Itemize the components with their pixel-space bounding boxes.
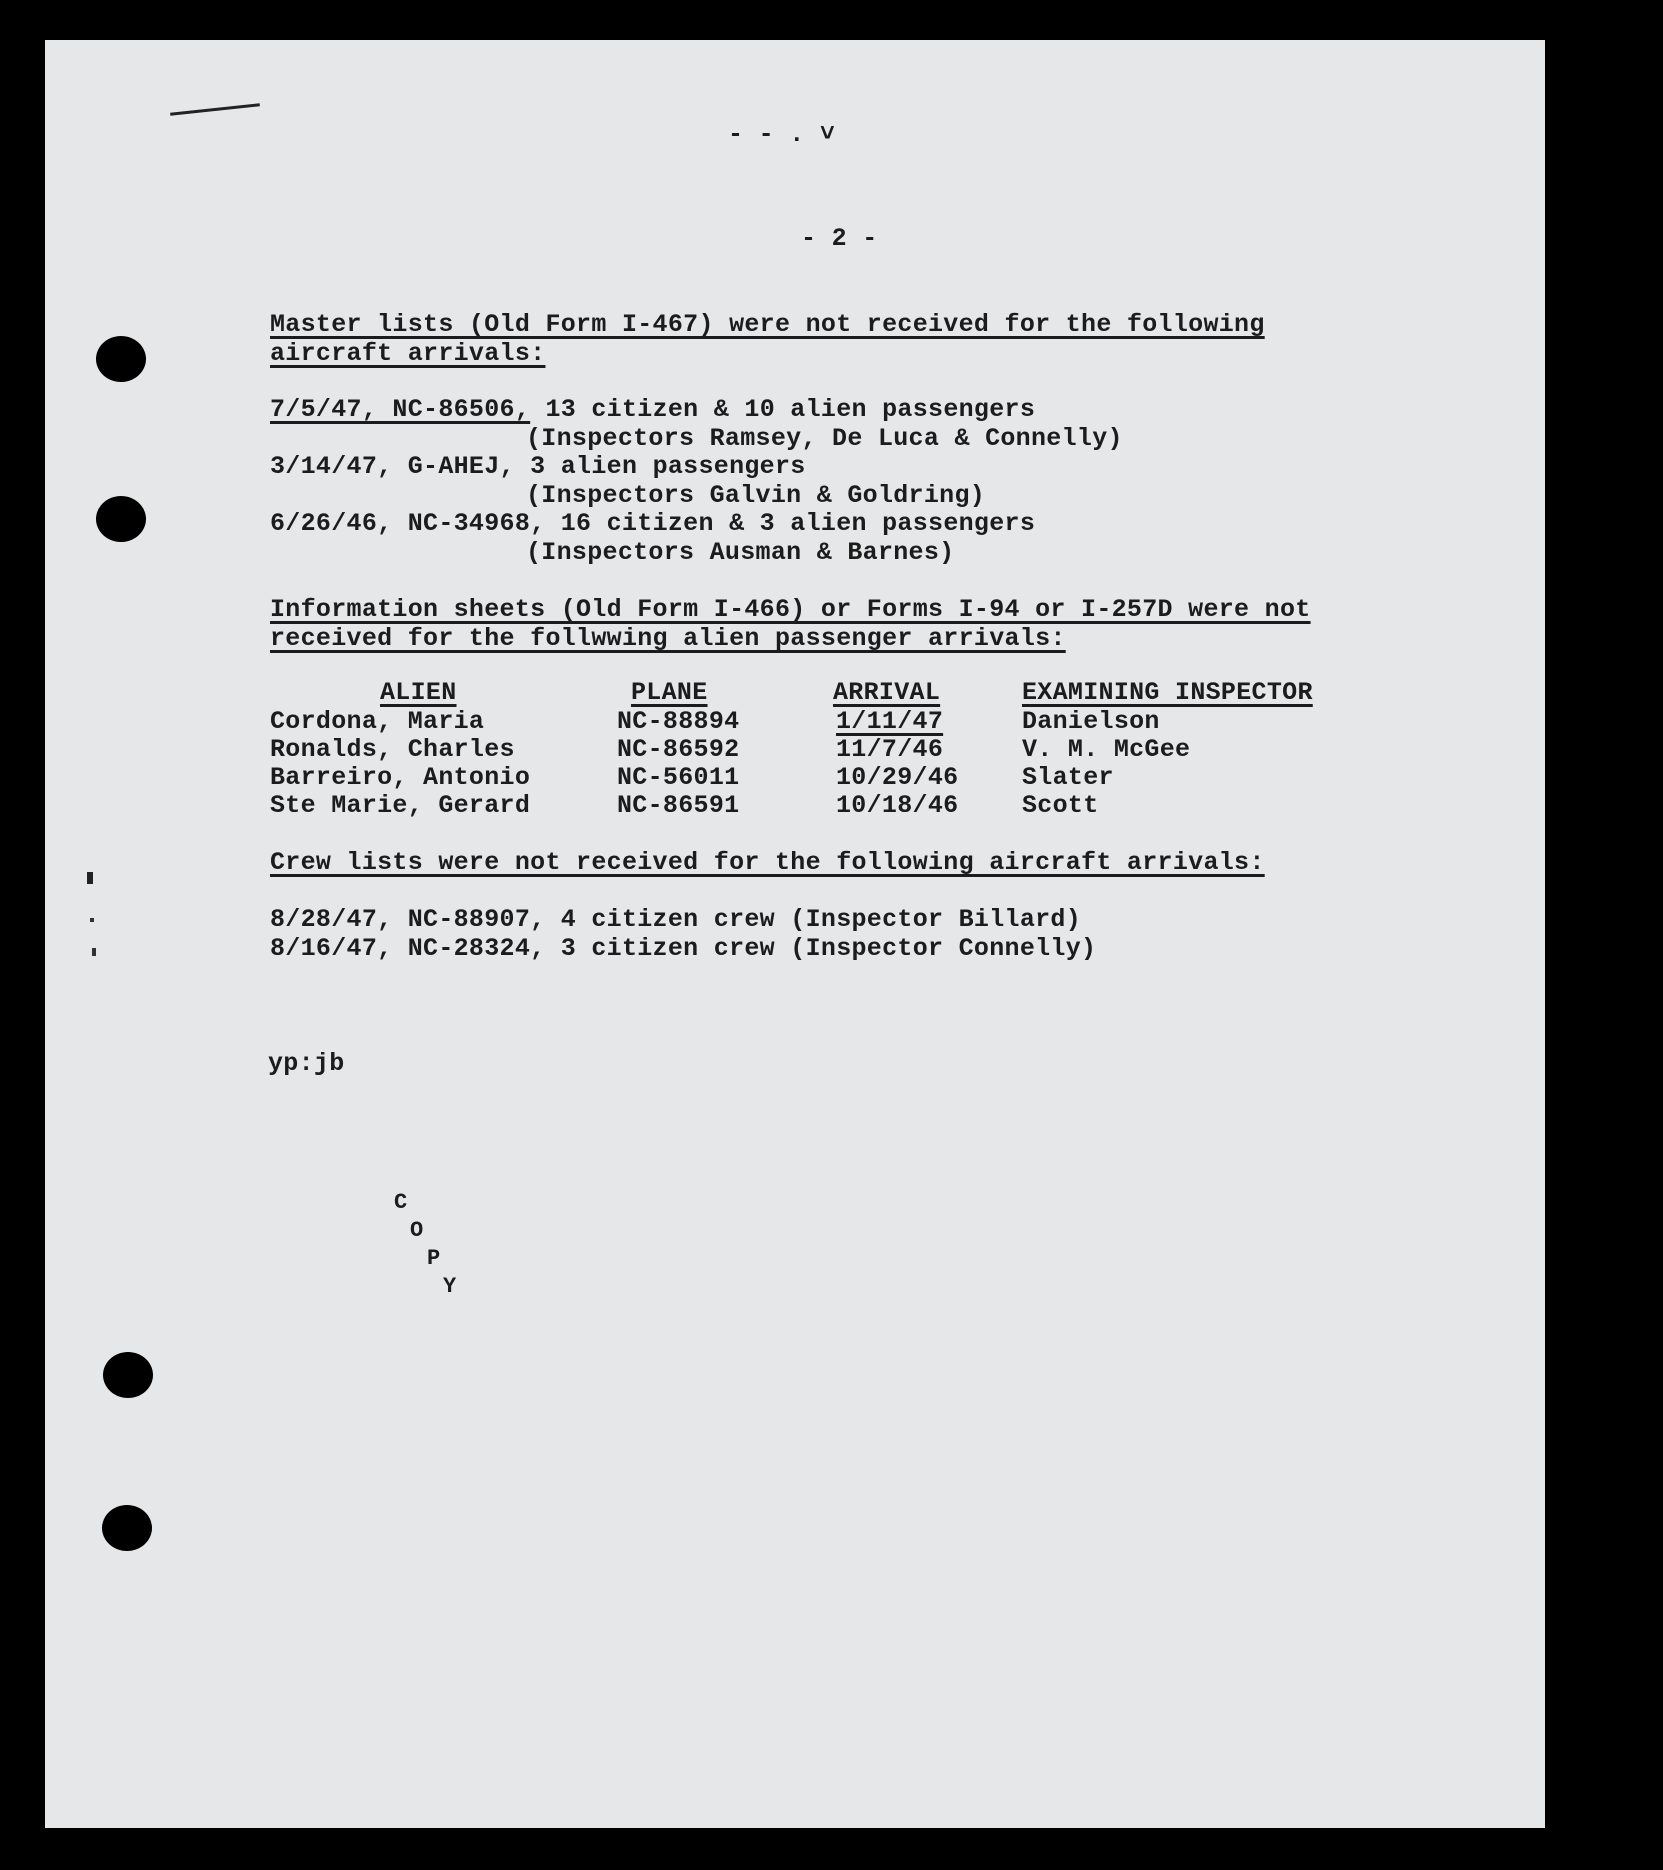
section1-heading-line1: Master lists (Old Form I-467) were not received for the following [270, 310, 1265, 339]
punch-hole-3 [103, 1352, 153, 1398]
section3-entry-2: 8/16/47, NC-28324, 3 citizen crew (Inspector Connelly) [270, 934, 1097, 963]
copy-letter-y: Y [443, 1274, 457, 1299]
column-header-arrival: ARRIVAL [833, 678, 941, 707]
entry-description: 16 citizen & 3 alien passengers [545, 509, 1036, 538]
copy-letter-c: C [394, 1190, 408, 1215]
stray-mark [87, 872, 93, 884]
copy-letter-p: P [427, 1246, 441, 1271]
typist-initials: yp:jb [268, 1049, 345, 1078]
cell-inspector: Scott [1022, 791, 1099, 820]
section1-entry-3 [270, 509, 1035, 538]
punch-hole-1 [96, 336, 146, 382]
section2-heading-line2: received for the follwwing alien passenger arrivals: [270, 624, 1066, 653]
cell-alien: Ronalds, Charles [270, 735, 515, 764]
cell-alien: Cordona, Maria [270, 707, 485, 736]
column-header-plane: PLANE [631, 678, 708, 707]
cell-arrival: 1/11/47 [836, 707, 944, 736]
cell-plane: NC-86591 [617, 791, 740, 820]
cell-arrival: 11/7/46 [836, 735, 944, 764]
section1-entry-2 [270, 452, 806, 481]
cell-inspector: V. M. McGee [1022, 735, 1191, 764]
cell-arrival: 10/29/46 [836, 763, 959, 792]
copy-letter-o: O [410, 1218, 424, 1243]
stray-mark [90, 918, 94, 922]
top-marks: - - . ˅ [728, 120, 836, 149]
entry-date-plane: 7/5/47, NC-86506, [270, 395, 531, 424]
cell-alien: Barreiro, Antonio [270, 763, 531, 792]
punch-hole-2 [96, 496, 146, 542]
section2-heading-line1: Information sheets (Old Form I-466) or Forms I-94 or I-257D were not [270, 595, 1311, 624]
cell-plane: NC-86592 [617, 735, 740, 764]
cell-plane: NC-88894 [617, 707, 740, 736]
section1-entry-1-inspectors: (Inspectors Ramsey, De Luca & Connelly) [526, 424, 1123, 453]
page-number: - 2 - [801, 224, 878, 253]
entry-date-plane: 6/26/46, NC-34968, [270, 509, 546, 538]
cell-inspector: Danielson [1022, 707, 1160, 736]
column-header-inspector: EXAMINING INSPECTOR [1022, 678, 1313, 707]
section1-heading-line2: aircraft arrivals: [270, 339, 546, 368]
cell-plane: NC-56011 [617, 763, 740, 792]
section1-entry-3-inspectors: (Inspectors Ausman & Barnes) [526, 538, 955, 567]
section1-entry-2-inspectors: (Inspectors Galvin & Goldring) [526, 481, 986, 510]
entry-description: 13 citizen & 10 alien passengers [530, 395, 1036, 424]
section3-heading: Crew lists were not received for the following aircraft arrivals: [270, 848, 1265, 877]
cell-alien: Ste Marie, Gerard [270, 791, 531, 820]
stray-mark [92, 948, 96, 956]
section3-entry-1: 8/28/47, NC-88907, 4 citizen crew (Inspector Billard) [270, 905, 1082, 934]
section1-entry-1 [270, 395, 1035, 424]
cell-arrival: 10/18/46 [836, 791, 959, 820]
entry-date-plane: 3/14/47, G-AHEJ, [270, 452, 515, 481]
column-header-alien: ALIEN [380, 678, 457, 707]
entry-description: 3 alien passengers [514, 452, 806, 481]
cell-inspector: Slater [1022, 763, 1114, 792]
punch-hole-4 [102, 1505, 152, 1551]
